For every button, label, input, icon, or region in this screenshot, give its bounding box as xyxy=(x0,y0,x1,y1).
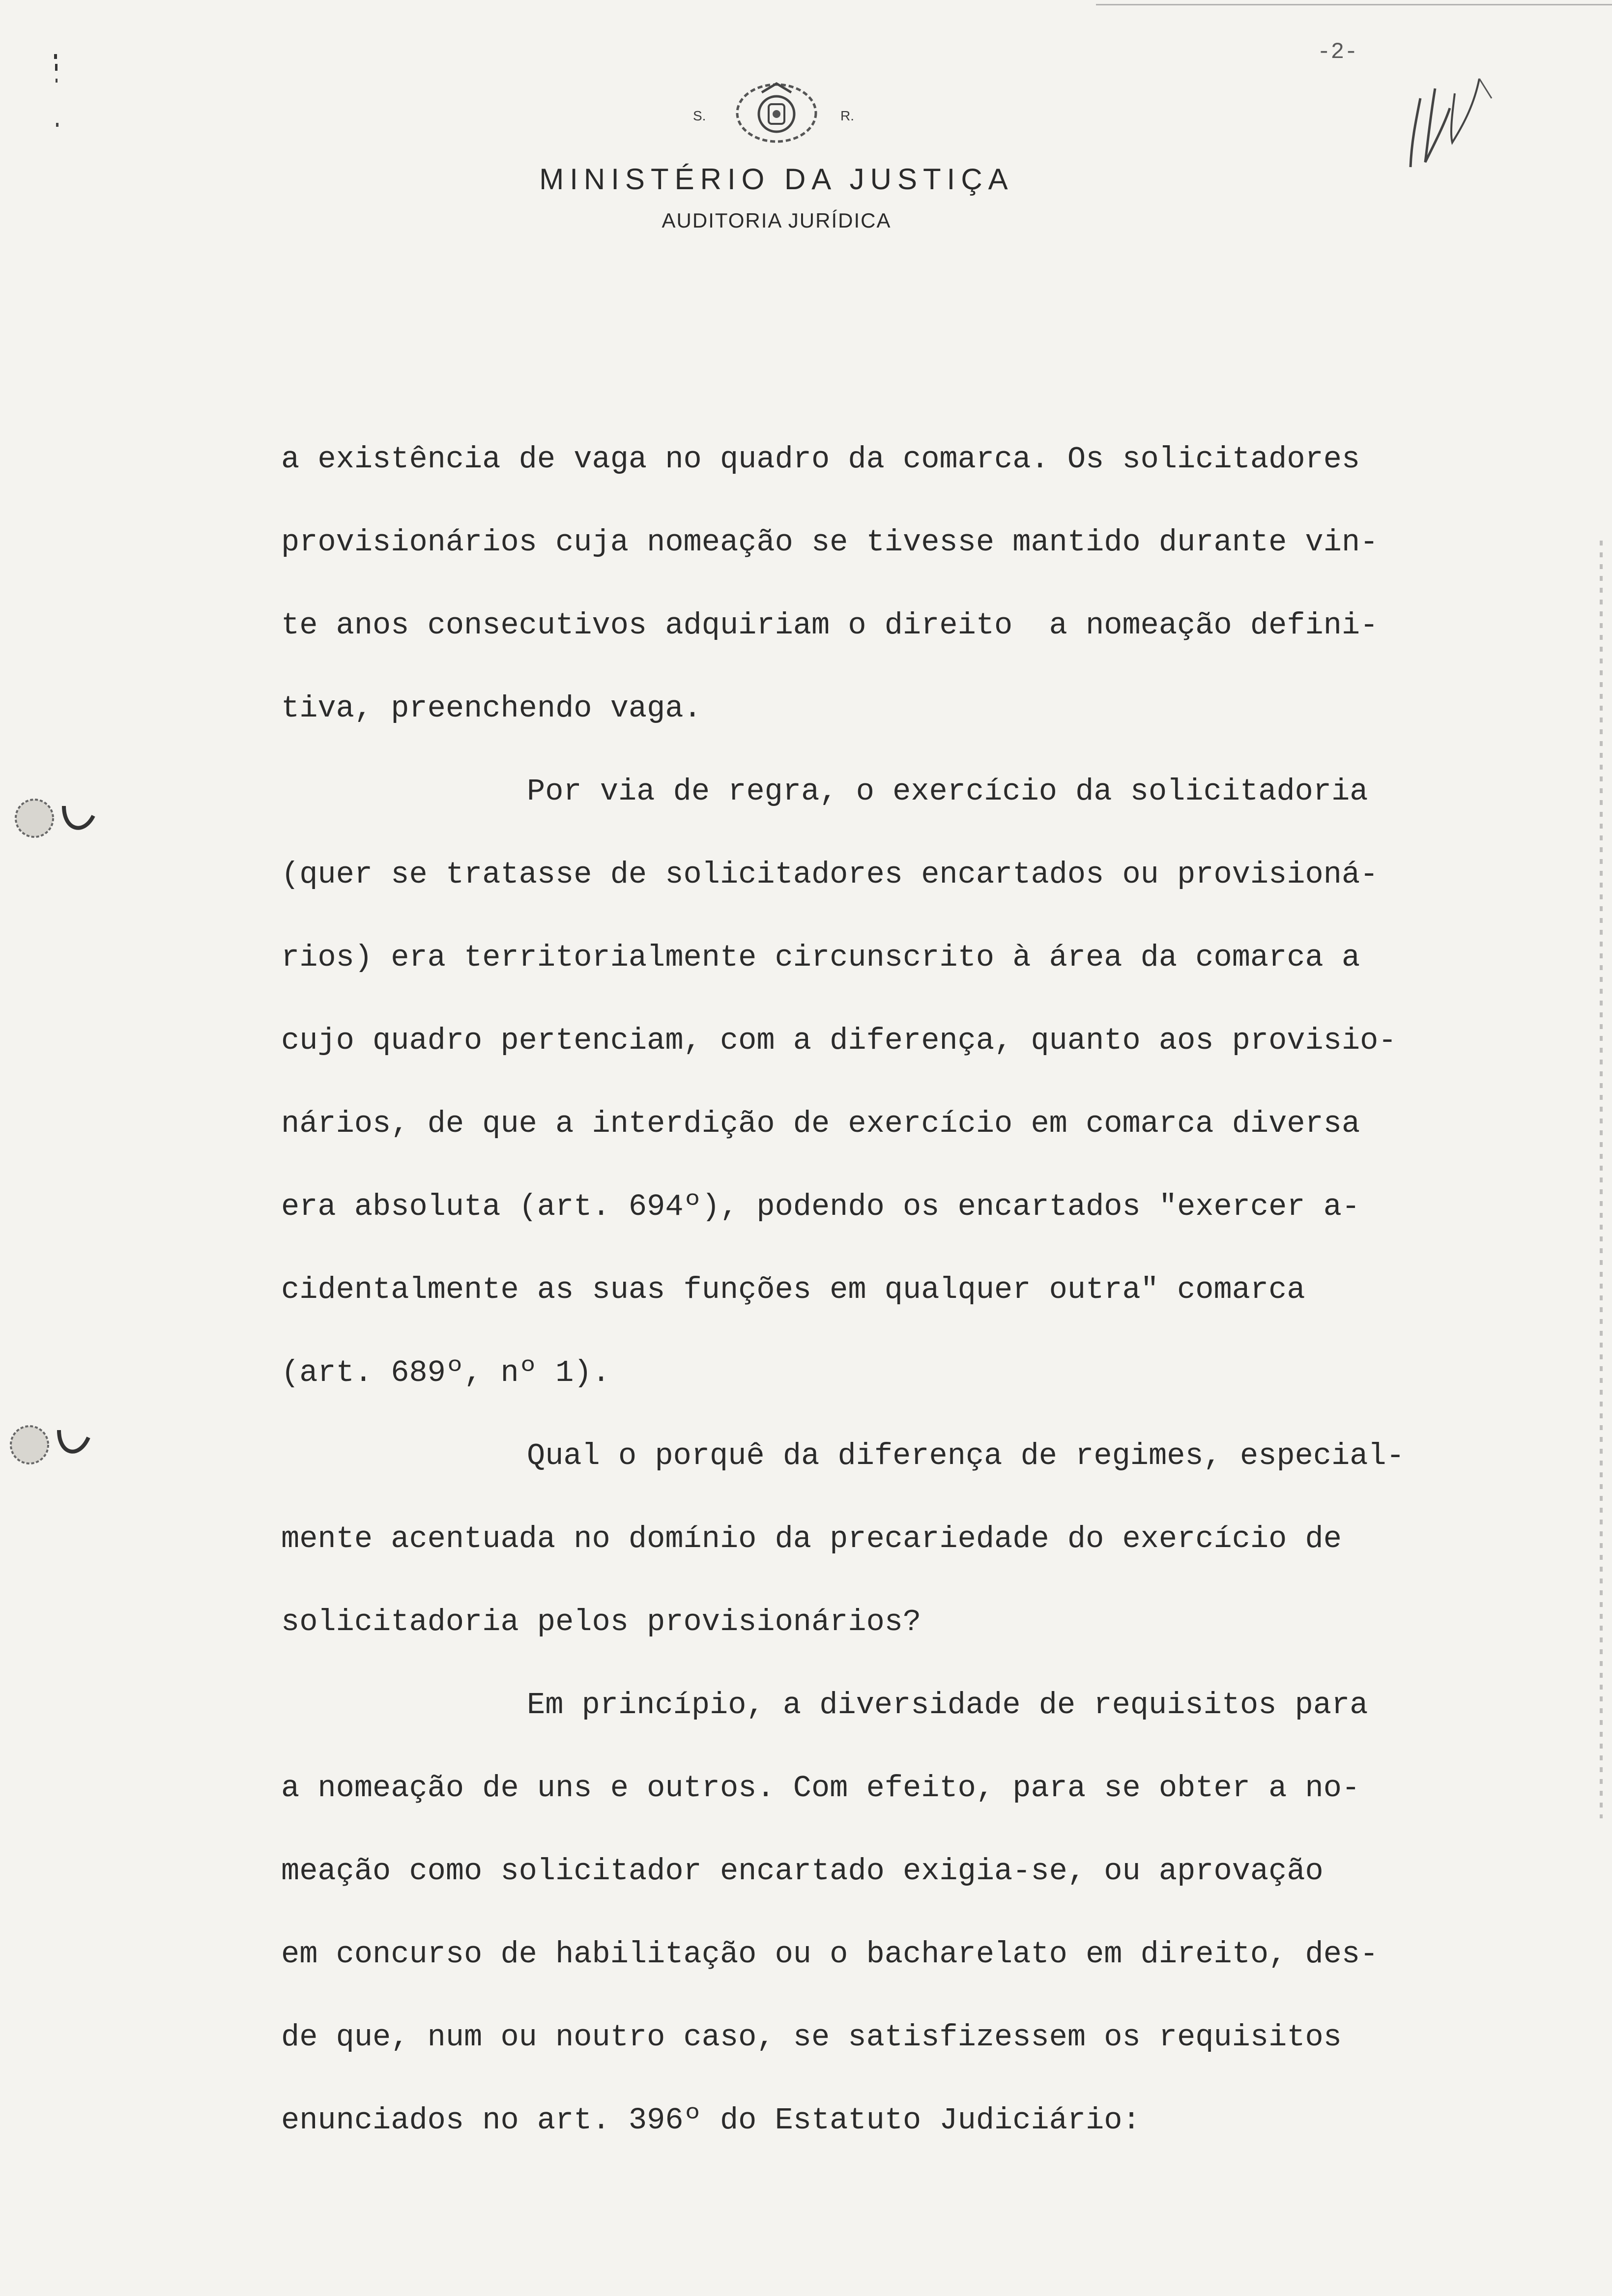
text-line: (quer se tratasse de solicitadores encartados ou provisioná- xyxy=(281,857,1379,892)
seal-letter-right: R. xyxy=(840,108,854,123)
punch-hole-icon xyxy=(5,1415,93,1472)
text-line: era absoluta (art. 694º), podendo os encartados "exercer a- xyxy=(281,1189,1360,1224)
right-edge-perforation xyxy=(1600,541,1603,1818)
text-line: enunciados no art. 396º do Estatuto Judiciário: xyxy=(281,2103,1141,2138)
text-line: a existência de vaga no quadro da comarca. Os solicitadores xyxy=(281,442,1360,477)
text-line: Em princípio, a diversidade de requisitos para xyxy=(527,1688,1368,1722)
text-line: mente acentuada no domínio da precariedade do exercício de xyxy=(281,1521,1342,1556)
seal-letter-left: S. xyxy=(693,108,706,123)
text-line: Qual o porquê da diferença de regimes, especial- xyxy=(527,1438,1405,1473)
ministry-title: MINISTÉRIO DA JUSTIÇA xyxy=(539,163,1014,196)
text-line: te anos consecutivos adquiriam o direito a nomeação defini- xyxy=(281,608,1379,643)
coat-of-arms-icon xyxy=(732,79,821,150)
text-line: cujo quadro pertenciam, com a diferença, quanto aos provisio- xyxy=(281,1023,1397,1058)
department-subtitle: AUDITORIA JURÍDICA xyxy=(662,209,892,232)
seal-row xyxy=(678,79,875,147)
text-line: cidentalmente as suas funções em qualquer outra" comarca xyxy=(281,1272,1305,1307)
text-line: (art. 689º, nº 1). xyxy=(281,1355,610,1390)
text-line: a nomeação de uns e outros. Com efeito, para se obter a no- xyxy=(281,1771,1360,1806)
text-line: solicitadoria pelos provisionários? xyxy=(281,1605,921,1639)
page-number: -2- xyxy=(1317,39,1358,65)
punch-hole-icon xyxy=(10,791,98,848)
letterhead xyxy=(0,79,1612,256)
text-line: tiva, preenchendo vaga. xyxy=(281,691,702,726)
text-line: em concurso de habilitação ou o bacharelato em direito, des- xyxy=(281,1937,1379,1972)
text-line: rios) era territorialmente circunscrito à área da comarca a xyxy=(281,940,1360,975)
text-line: nários, de que a interdição de exercício em comarca diversa xyxy=(281,1106,1360,1141)
top-edge-rule xyxy=(1096,4,1612,5)
body-text xyxy=(281,418,1520,2162)
text-line: provisionários cuja nomeação se tivesse mantido durante vin- xyxy=(281,525,1379,560)
text-line: de que, num ou noutro caso, se satisfizessem os requisitos xyxy=(281,2020,1342,2055)
text-line: Por via de regra, o exercício da solicitadoria xyxy=(527,774,1368,809)
text-line: meação como solicitador encartado exigia-se, ou aprovação xyxy=(281,1854,1324,1889)
